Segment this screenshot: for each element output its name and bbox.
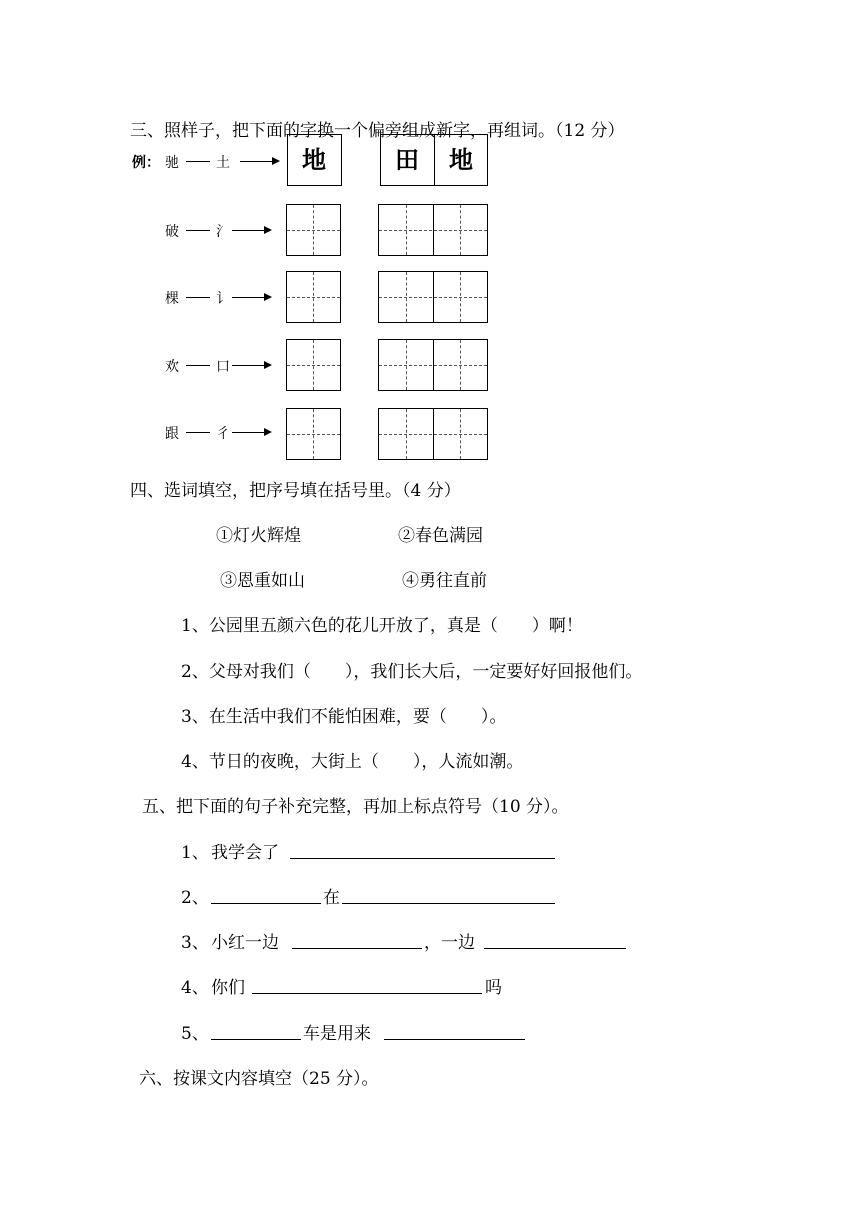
row-0-word-char-1: 田 xyxy=(395,145,419,174)
row-0-dash xyxy=(186,161,210,162)
row-3-char-box[interactable] xyxy=(286,339,341,391)
section-3-heading: 三、照样子，把下面的字换一个偏旁组成新字，再组词。（12 分） xyxy=(130,121,625,141)
item-2-text: 在 xyxy=(323,888,340,908)
item-4-num: 4、 xyxy=(181,978,209,998)
row-0-source-char: 驰 xyxy=(165,155,179,171)
row-2-dash xyxy=(186,297,210,298)
item-3-text-2: ，一边 xyxy=(424,933,475,953)
item-5-num: 5、 xyxy=(181,1024,209,1044)
row-3-radical: 口 xyxy=(216,359,230,375)
row-3-word-box[interactable] xyxy=(378,339,488,391)
row-0-word-box xyxy=(380,134,488,186)
item-4-blank[interactable] xyxy=(252,993,482,994)
section-4-heading: 四、选词填空，把序号填在括号里。（4 分） xyxy=(130,481,461,501)
row-1-word-box[interactable] xyxy=(378,204,488,256)
item-4-text-2: 吗 xyxy=(485,978,502,998)
row-3-source-char: 欢 xyxy=(165,359,179,375)
row-2-arrow xyxy=(232,297,270,298)
option-4: ④勇往直前 xyxy=(402,571,487,591)
item-2-blank-1[interactable] xyxy=(211,903,321,904)
row-1-arrow xyxy=(232,230,270,231)
row-4-radical: 彳 xyxy=(216,426,230,442)
question-3: 3、在生活中我们不能怕困难，要（ ）。 xyxy=(181,707,507,727)
row-1-dash xyxy=(186,230,210,231)
option-2: ②春色满园 xyxy=(398,526,483,546)
row-2-char-box[interactable] xyxy=(286,271,341,323)
item-1-blank[interactable] xyxy=(290,858,555,859)
item-3-text-1: 小红一边 xyxy=(211,933,279,953)
item-3-blank-1[interactable] xyxy=(292,948,422,949)
row-2-word-box[interactable] xyxy=(378,271,488,323)
item-2-blank-2[interactable] xyxy=(342,903,555,904)
item-3-blank-2[interactable] xyxy=(484,948,626,949)
row-0-arrow xyxy=(240,161,278,162)
row-3-dash xyxy=(186,365,210,366)
item-1-text: 我学会了 xyxy=(211,843,279,863)
question-2: 2、父母对我们（ ），我们长大后，一定要好好回报他们。 xyxy=(181,662,643,682)
item-5-blank-2[interactable] xyxy=(384,1039,525,1040)
item-2-num: 2、 xyxy=(181,888,209,908)
item-4-text-1: 你们 xyxy=(211,978,245,998)
question-1: 1、公园里五颜六色的花儿开放了，真是（ ）啊！ xyxy=(181,616,583,636)
row-0-radical: 土 xyxy=(216,155,230,171)
section-6-heading: 六、按课文内容填空（25 分）。 xyxy=(139,1069,379,1089)
item-3-num: 3、 xyxy=(181,933,209,953)
example-label: 例： xyxy=(132,155,160,171)
item-5-text: 车是用来 xyxy=(303,1024,371,1044)
row-1-radical: 氵 xyxy=(216,224,230,240)
row-4-word-box[interactable] xyxy=(378,408,488,460)
item-5-blank-1[interactable] xyxy=(211,1039,301,1040)
option-3: ③恩重如山 xyxy=(220,571,305,591)
item-1-num: 1、 xyxy=(181,843,209,863)
row-1-char-box[interactable] xyxy=(286,204,341,256)
question-4: 4、节日的夜晚，大街上（ ），人流如潮。 xyxy=(181,752,524,772)
row-0-char-box xyxy=(287,134,342,186)
row-4-char-box[interactable] xyxy=(286,408,341,460)
row-4-arrow xyxy=(232,432,270,433)
row-2-source-char: 棵 xyxy=(165,291,179,307)
row-3-arrow xyxy=(232,365,270,366)
row-2-radical: 讠 xyxy=(216,291,230,307)
option-1: ①灯火辉煌 xyxy=(216,526,301,546)
section-5-heading: 五、把下面的句子补充完整，再加上标点符号（10 分）。 xyxy=(142,797,569,817)
row-0-word-sep xyxy=(434,135,435,185)
row-0-answer-char: 地 xyxy=(302,145,326,174)
row-4-source-char: 跟 xyxy=(165,426,179,442)
row-4-dash xyxy=(186,432,210,433)
row-1-source-char: 破 xyxy=(165,224,179,240)
row-0-word-char-2: 地 xyxy=(449,145,473,174)
